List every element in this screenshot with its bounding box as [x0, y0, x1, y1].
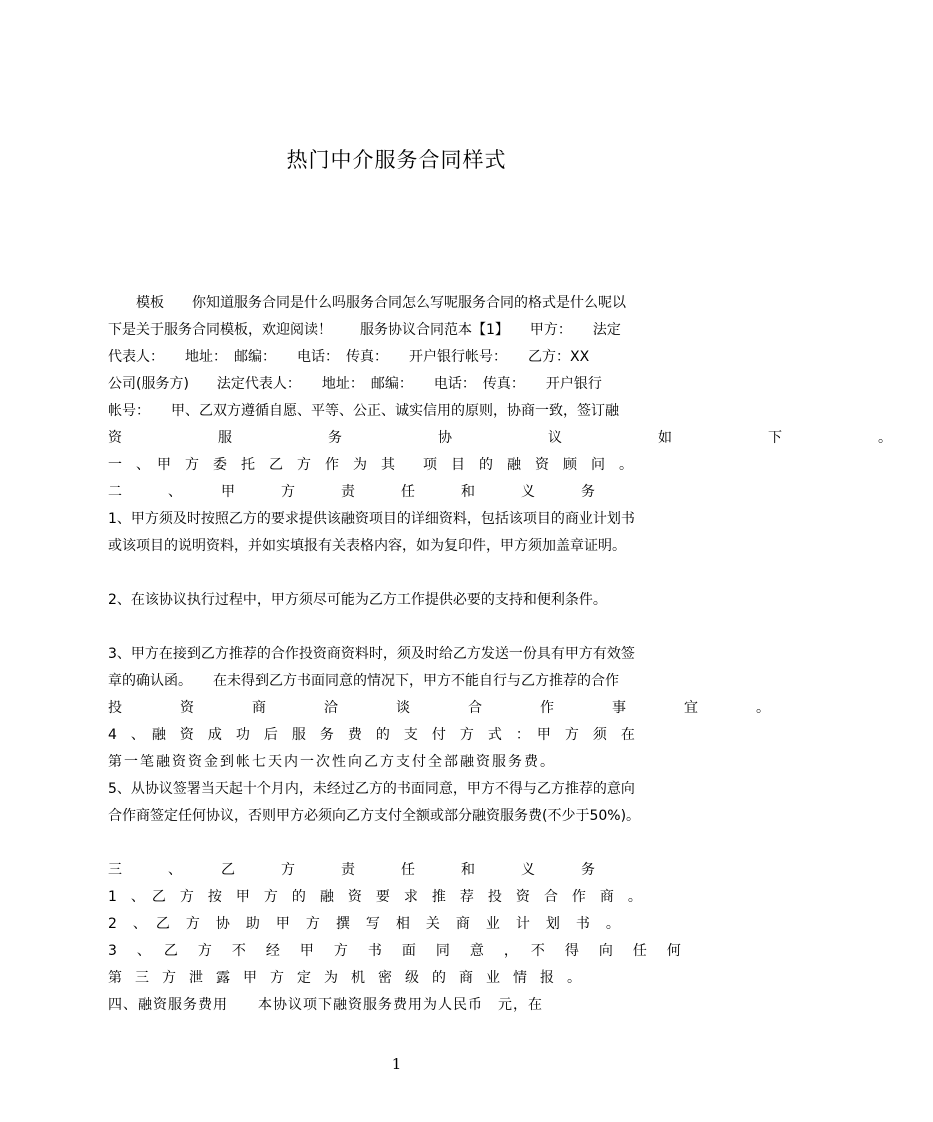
paragraph-line: 3 、 乙 方 不 经 甲 方 书 面 同 意 ， 不 得 向 任 何: [108, 943, 684, 959]
paragraph-line: 2、在该协议执行过程中，甲方须尽可能为乙方工作提供必要的支持和便利条件。: [108, 592, 607, 608]
paragraph-line: 下是关于服务合同模板，欢迎阅读！ 服务协议合同范本【1】 甲方： 法定: [108, 322, 621, 338]
paragraph-line: 资 服 务 协 议 如 下 。: [108, 430, 933, 446]
page-number: 1: [391, 1055, 402, 1073]
section-heading: 四、融资服务费用 本协议项下融资服务费用为人民币 元，在: [108, 997, 543, 1013]
paragraph-line: 1、甲方须及时按照乙方的要求提供该融资项目的详细资料，包括该项目的商业计划书: [108, 511, 635, 527]
paragraph-line: 1 、 乙 方 按 甲 方 的 融 资 要 求 推 荐 投 资 合 作 商 。: [108, 889, 642, 905]
blank-line: [108, 614, 696, 641]
section-heading: 一 、 甲 方 委 托 乙 方 作 为 其 项 目 的 融 资 顾 问 。: [108, 457, 633, 473]
paragraph-line: 投 资 商 洽 谈 合 作 事 宜 。: [108, 700, 792, 716]
paragraph-line: 代表人： 地址： 邮编： 电话： 传真： 开户银行帐号： 乙方：XX: [108, 349, 590, 365]
section-heading: 三 、 乙 方 责 任 和 义 务: [108, 862, 611, 878]
section-heading: 二 、 甲 方 责 任 和 义 务: [108, 484, 611, 500]
paragraph-line: 公司(服务方) 法定代表人： 地址： 邮编： 电话： 传真： 开户银行: [108, 376, 602, 392]
paragraph-line: 模板 你知道服务合同是什么吗服务合同怎么写呢服务合同的格式是什么呢以: [108, 295, 626, 311]
paragraph-line: 合作商签定任何协议，否则甲方必须向乙方支付全额或部分融资服务费(不少于50%)。: [108, 808, 641, 824]
document-body: [108, 290, 933, 1019]
document-title: 热门中介服务合同样式: [286, 148, 507, 172]
paragraph-line: 第三方泄露甲方定为机密级的商业情报。: [108, 970, 594, 986]
paragraph-line: 2 、 乙 方 协 助 甲 方 撰 写 相 关 商 业 计 划 书 。: [108, 916, 621, 932]
blank-line: [108, 560, 696, 587]
paragraph-line: 5、从协议签署当天起十个月内，未经过乙方的书面同意，甲方不得与乙方推荐的意向: [108, 781, 635, 797]
paragraph-line: 第一笔融资资金到帐七天内一次性向乙方支付全部融资服务费。: [108, 754, 556, 770]
paragraph-line: 章的确认函。 在未得到乙方书面同意的情况下，甲方不能自行与乙方推荐的合作: [108, 673, 619, 689]
paragraph-line: 3、甲方在接到乙方推荐的合作投资商资料时，须及时给乙方发送一份具有甲方有效签: [108, 646, 635, 662]
paragraph-line: 或该项目的说明资料，并如实填报有关表格内容，如为复印件，甲方须加盖章证明。: [108, 538, 626, 554]
blank-line: [108, 830, 696, 857]
paragraph-line: 4 、 融 资 成 功 后 服 务 费 的 支 付 方 式 ： 甲 方 须 在: [108, 727, 635, 743]
paragraph-line: 帐号： 甲、乙双方遵循自愿、平等、公正、诚实信用的原则，协商一致，签订融: [108, 403, 619, 419]
